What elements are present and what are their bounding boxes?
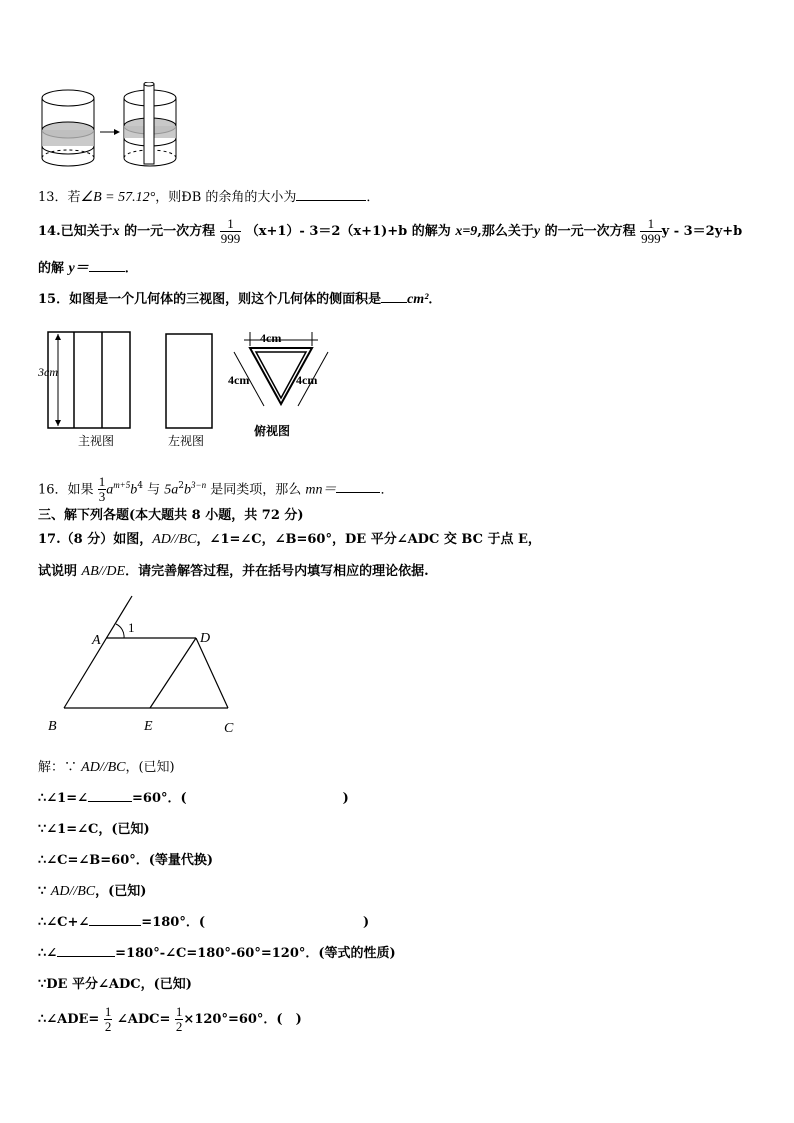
- q17-s1-c: ，(已知): [125, 760, 175, 775]
- q17-s7-a: ∴∠: [38, 946, 58, 961]
- q16-term1-b: b: [130, 482, 138, 498]
- q17-s2-c: ): [342, 791, 349, 806]
- q17-s6-blank[interactable]: [89, 925, 141, 926]
- q14-equation-1: （x+1）- 3＝2（x+1)+b: [245, 224, 408, 239]
- q16-text-a: 16．如果: [38, 482, 94, 498]
- q17-s2-a: ∴∠1=∠: [38, 791, 88, 806]
- q16-mn: mn＝: [305, 482, 337, 498]
- q14-var-y: y: [533, 224, 541, 239]
- q17-line1-b: AD//BC: [152, 532, 197, 547]
- q16-text-b: 与: [143, 482, 165, 498]
- q14-text-e: 的一元一次方程: [540, 224, 636, 239]
- point-b-label: B: [48, 719, 57, 734]
- q16-term2-b-exp: 3−n: [191, 480, 207, 490]
- dim-right-label: 4cm: [296, 373, 318, 387]
- q17-half1-num: 1: [104, 1004, 112, 1019]
- dim-height-label: 3cm: [38, 365, 58, 379]
- q16-term2-exp: 2: [178, 481, 184, 491]
- q17-step-9: [38, 1004, 302, 1036]
- q16-text-c: 是同类项，那么: [206, 482, 306, 498]
- q14-frac-num: 1: [220, 217, 242, 232]
- front-view-label: 主视图: [78, 434, 115, 448]
- question-15: [38, 292, 441, 308]
- q17-s9-a: ∴∠ADE=: [38, 1012, 100, 1027]
- q14-solution: x=9: [455, 224, 478, 239]
- q17-s7-b: =180°-∠C=180°-60°=120°．(等式的性质): [115, 946, 396, 961]
- q13-answer-blank[interactable]: [296, 200, 366, 201]
- q17-s1-a: 解：∵: [38, 760, 82, 775]
- q16-frac-den: 3: [98, 489, 106, 505]
- dim-left-label: 4cm: [228, 373, 250, 387]
- q15-text: 15．如图是一个几何体的三视图，则这个几何体的侧面积是: [38, 292, 382, 307]
- q17-half1-den: 2: [104, 1019, 112, 1034]
- point-e-label: E: [144, 719, 153, 734]
- q14-answer-blank[interactable]: [89, 271, 125, 272]
- q17-s9-b: ∠ADC=: [116, 1012, 171, 1027]
- q13-text-b: ，则ÐB 的余角的大小为: [155, 190, 297, 205]
- q17-step-6: [38, 915, 369, 931]
- q13-text: 13．若: [38, 190, 81, 205]
- left-view-label: 左视图: [168, 434, 205, 448]
- q17-half2-num: 1: [175, 1004, 183, 1019]
- q17-step-7: [38, 946, 396, 962]
- q17-s9-c: ×120°=60°．( ): [183, 1012, 302, 1027]
- q14-line2-text: 的解: [38, 261, 69, 276]
- q14-var-x: x: [112, 224, 120, 239]
- three-views-figure: [38, 322, 338, 450]
- q13-angle: ∠B = 57.12°: [80, 190, 156, 205]
- question-14: [38, 217, 742, 247]
- q16-term1: a: [106, 482, 114, 498]
- q16-term1-exp: m+5: [113, 480, 131, 490]
- top-view-label: 俯视图: [254, 424, 291, 438]
- q17-step-8: ∵DE 平分∠ADC，(已知): [38, 977, 192, 992]
- q17-s6-c: ): [362, 915, 370, 930]
- cylinder-figure: [30, 82, 200, 176]
- point-c-label: C: [224, 721, 234, 736]
- q17-s6-b: =180°．(: [141, 915, 205, 930]
- q17-s1-b: AD//BC: [81, 760, 126, 775]
- q14-line2-var: y＝: [68, 261, 89, 276]
- q17-s5-a: ∵: [38, 884, 51, 899]
- q15-unit: cm²: [407, 292, 429, 307]
- question-16: [38, 470, 393, 505]
- q14-frac-den: 999: [220, 231, 241, 246]
- q16-term2-b: b: [184, 482, 191, 498]
- q17-s2-b: =60°．(: [132, 791, 187, 806]
- q17-half2-den: 2: [175, 1019, 183, 1034]
- q17-s5-b: AD//BC: [50, 884, 96, 899]
- q15-end: ．: [428, 292, 442, 307]
- q14-text-a: 14.已知关于: [38, 224, 113, 239]
- q16-term2: 5a: [164, 482, 179, 498]
- q17-line2-c: ．请完善解答过程，并在括号内填写相应的理论依据.: [125, 564, 429, 579]
- q16-end: ．: [380, 482, 394, 498]
- q14-text-c: 的解为: [407, 224, 456, 239]
- q14-text-b: 的一元一次方程: [119, 224, 216, 239]
- q14-text-d: ,那么关于: [477, 224, 534, 239]
- q14-frac2-den: 999: [641, 231, 661, 246]
- question-17-line1: [38, 532, 541, 548]
- dim-top-label: 4cm: [260, 331, 282, 345]
- q14-frac2-num: 1: [640, 217, 662, 232]
- question-13: [38, 190, 379, 206]
- q17-half-fraction-1: [104, 1005, 113, 1034]
- q15-answer-blank[interactable]: [381, 302, 407, 303]
- question-17-line2: [38, 564, 429, 580]
- q16-term1-b-exp: 4: [137, 481, 143, 491]
- q17-line2-a: 试说明: [38, 564, 82, 579]
- q14-fraction-2: [640, 217, 662, 246]
- q17-s6-a: ∴∠C+∠: [38, 915, 90, 930]
- q17-s2-blank[interactable]: [88, 801, 132, 802]
- point-a-label: A: [92, 633, 101, 648]
- angle-1-label: 1: [128, 620, 135, 635]
- q17-s5-c: ，(已知): [95, 884, 147, 899]
- q14-end: ．: [124, 261, 138, 276]
- q17-step-1: [38, 760, 175, 776]
- q17-step-3: ∵∠1=∠C，(已知): [38, 822, 150, 837]
- trapezoid-figure: [40, 590, 250, 740]
- q17-s7-blank[interactable]: [57, 956, 115, 957]
- q17-step-5: [38, 884, 146, 900]
- q16-answer-blank[interactable]: [336, 492, 380, 493]
- q17-line1-a: 17.（8 分）如图，: [38, 532, 153, 547]
- q13-end: ．: [366, 190, 380, 205]
- question-14-line2: [38, 261, 138, 277]
- point-d-label: D: [200, 631, 211, 646]
- q17-step-4: ∴∠C=∠B=60°．(等量代换): [38, 853, 214, 868]
- q16-frac-num: 1: [98, 474, 106, 490]
- q17-line1-c: ，∠1=∠C，∠B=60°，DE 平分∠ADC 交 BC 于点 E，: [196, 532, 541, 547]
- q14-fraction-1: [220, 217, 242, 246]
- q16-fraction: [98, 475, 107, 504]
- q17-step-2: [38, 791, 349, 807]
- q14-equation-2: y - 3＝2y+b: [661, 224, 743, 239]
- q17-line2-b: AB//DE: [81, 564, 126, 579]
- section-3-heading: 三、解下列各题(本大题共 8 小题，共 72 分): [38, 508, 304, 523]
